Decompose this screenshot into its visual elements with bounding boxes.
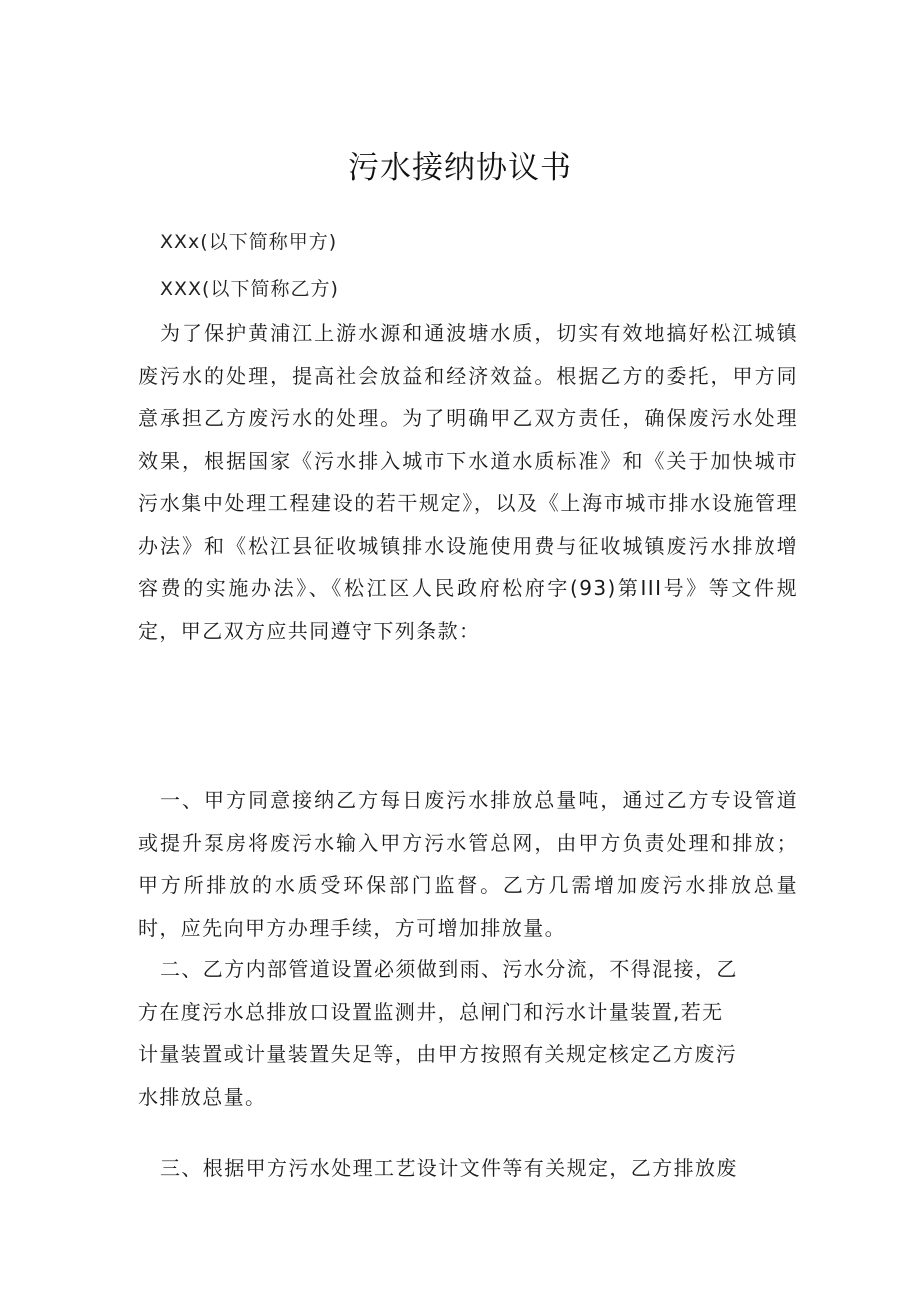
clause-2-line-1: 二、乙方内部管道设置必须做到雨、污水分流，不得混接，乙	[160, 957, 738, 981]
clause-2-line-3: 计量装置或计量装置失足等，由甲方按照有关规定核定乙方废污	[138, 1042, 738, 1066]
document-title: 污水接纳协议书	[348, 150, 572, 186]
party-b-line: XXX(以下简称乙方)	[160, 278, 339, 300]
preamble-paragraph: 为了保护黄浦江上游水源和通波塘水质，切实有效地搞好松江城镇废污水的处理，提高社会放益和经济效益。根据乙方的委托，甲方同意承担乙方废污水的处理。为了明确甲乙双方责任，确保废污水处理效果，根据国家《污水排入城市下水道水质标准》和《关于加快城市污水集中处理工程建设的若干规定》，以及《上海市城市排水设施管理办法》和《松江县征收城镇排水设施使用费与征收城镇废污水排放增容费的实施办法》、《松江区人民政府松府字(93)第III号》等文件规定，甲乙双方应共同遵守下列条款：	[138, 321, 798, 643]
clause-2-line-4: 水排放总量。	[138, 1085, 267, 1109]
party-a-line: XXx(以下简称甲方)	[160, 231, 338, 253]
clause-2-line-2: 方在度污水总排放口设置监测井，总闸门和污水计量装置,若无	[138, 1000, 724, 1024]
clause-3-line-1: 三、根据甲方污水处理工艺设计文件等有关规定，乙方排放废	[160, 1156, 738, 1180]
clause-1-paragraph: 一、甲方同意接纳乙方每日废污水排放总量吨，通过乙方专设管道或提升泵房将废污水输入甲方污水管总网，由甲方负责处理和排放；甲方所排放的水质受环保部门监督。乙方几需增加废污水排放总量时，应先向甲方办理手续，方可增加排放量。	[138, 788, 798, 940]
